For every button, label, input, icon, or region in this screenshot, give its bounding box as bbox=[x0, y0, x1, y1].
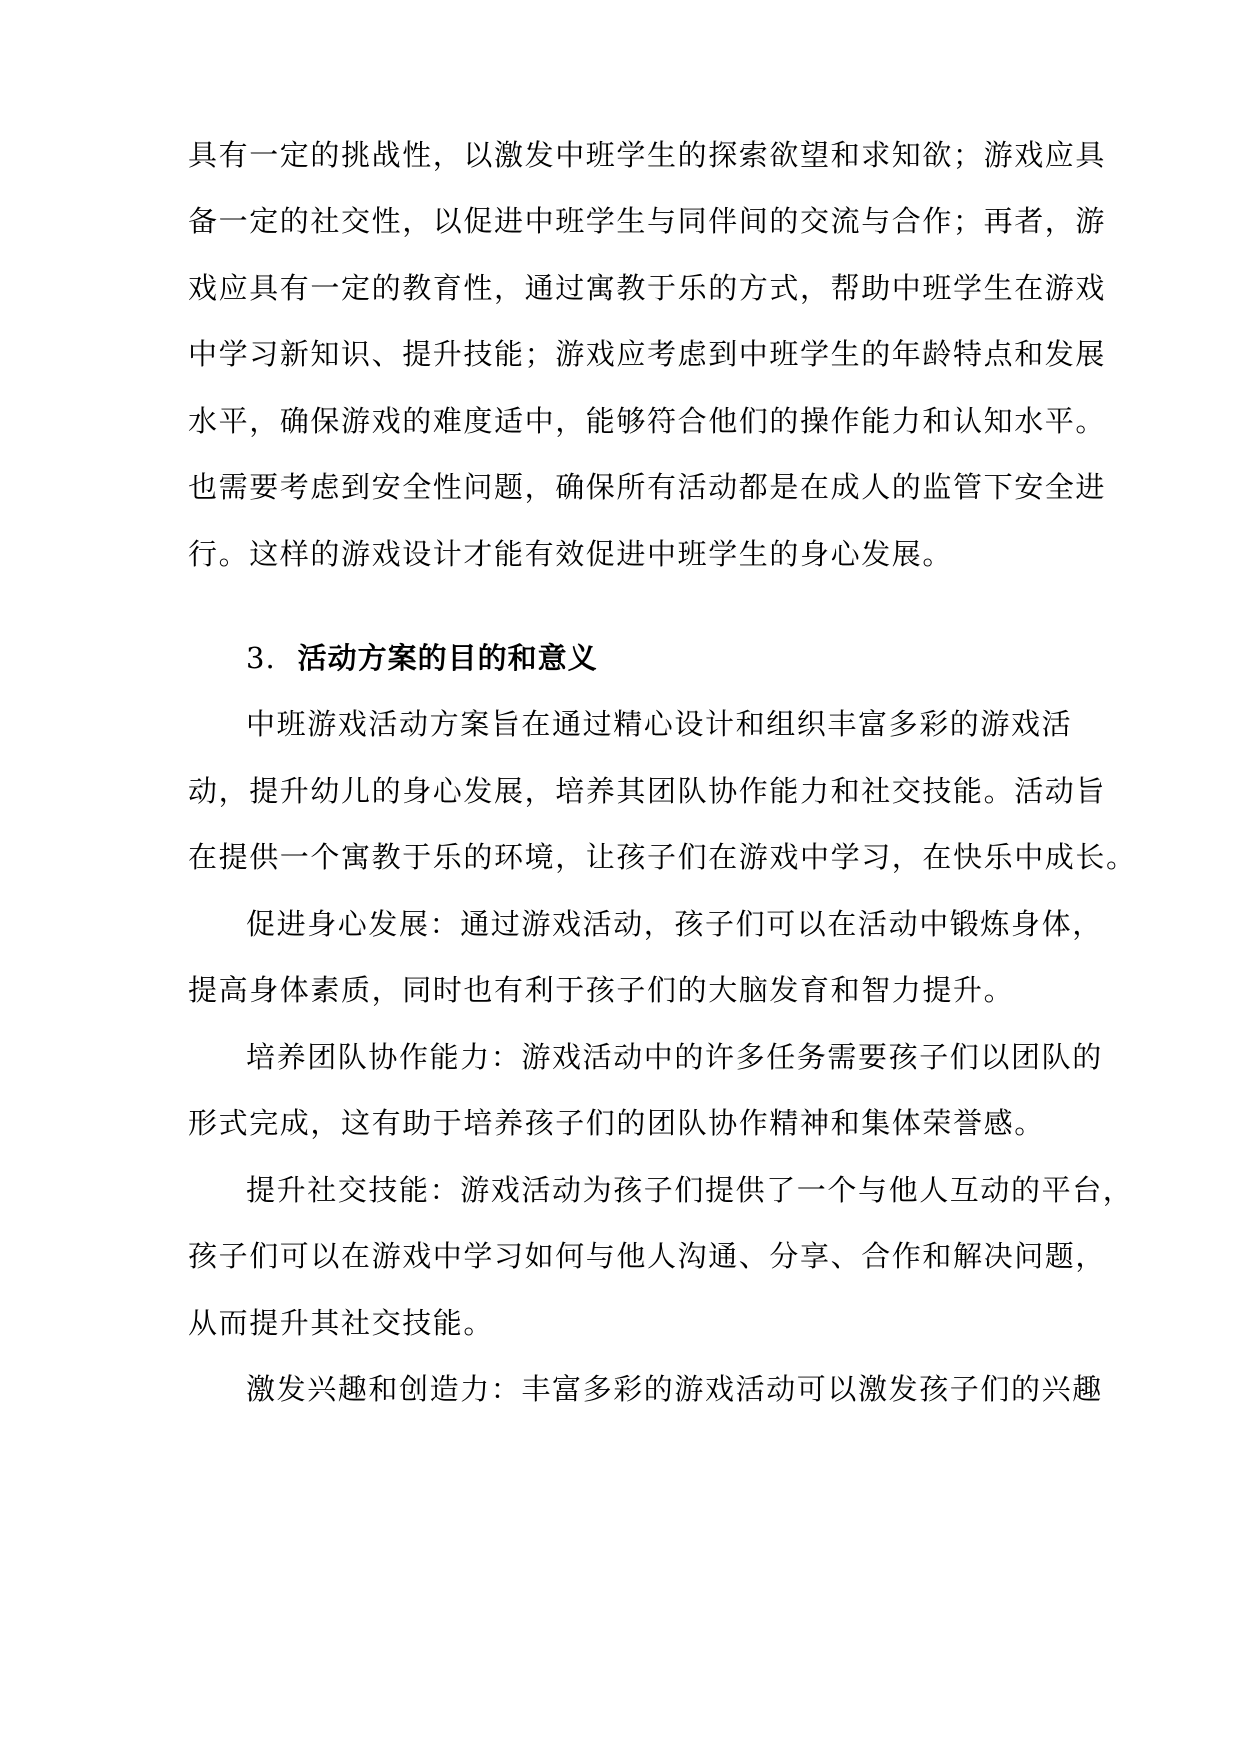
section-number: 3. bbox=[246, 641, 276, 675]
paragraph-line: 备一定的社交性，以促进中班学生与同伴间的交流与合作；再者，游 bbox=[188, 204, 1107, 238]
paragraph-line: 从而提升其社交技能。 bbox=[188, 1306, 495, 1340]
paragraph-line: 促进身心发展：通过游戏活动，孩子们可以在活动中锻炼身体， bbox=[246, 907, 1103, 941]
paragraph-line: 提高身体素质，同时也有利于孩子们的大脑发育和智力提升。 bbox=[188, 973, 1015, 1007]
paragraph-line: 提升社交技能：游戏活动为孩子们提供了一个与他人互动的平台， bbox=[246, 1173, 1134, 1207]
paragraph-line: 在提供一个寓教于乐的环境，让孩子们在游戏中学习，在快乐中成长。 bbox=[188, 840, 1137, 874]
paragraph-line: 中班游戏活动方案旨在通过精心设计和组织丰富多彩的游戏活 bbox=[246, 707, 1073, 741]
paragraph-line: 动，提升幼儿的身心发展，培养其团队协作能力和社交技能。活动旨 bbox=[188, 774, 1107, 808]
paragraph-line: 培养团队协作能力：游戏活动中的许多任务需要孩子们以团队的 bbox=[246, 1040, 1103, 1074]
paragraph-line: 激发兴趣和创造力：丰富多彩的游戏活动可以激发孩子们的兴趣 bbox=[246, 1372, 1103, 1406]
paragraph-line: 孩子们可以在游戏中学习如何与他人沟通、分享、合作和解决问题， bbox=[188, 1239, 1107, 1273]
paragraph-line: 水平，确保游戏的难度适中，能够符合他们的操作能力和认知水平。 bbox=[188, 404, 1107, 438]
paragraph-line: 也需要考虑到安全性问题，确保所有活动都是在成人的监管下安全进 bbox=[188, 470, 1107, 504]
paragraph-line: 戏应具有一定的教育性，通过寓教于乐的方式，帮助中班学生在游戏 bbox=[188, 271, 1107, 305]
paragraph-line: 行。这样的游戏设计才能有效促进中班学生的身心发展。 bbox=[188, 537, 954, 571]
section-title: 活动方案的目的和意义 bbox=[297, 641, 598, 675]
section-heading bbox=[246, 638, 1058, 678]
paragraph-line: 形式完成，这有助于培养孩子们的团队协作精神和集体荣誉感。 bbox=[188, 1106, 1045, 1140]
paragraph-line: 中学习新知识、提升技能；游戏应考虑到中班学生的年龄特点和发展 bbox=[188, 337, 1107, 371]
paragraph-line: 具有一定的挑战性，以激发中班学生的探索欲望和求知欲；游戏应具 bbox=[188, 138, 1107, 172]
